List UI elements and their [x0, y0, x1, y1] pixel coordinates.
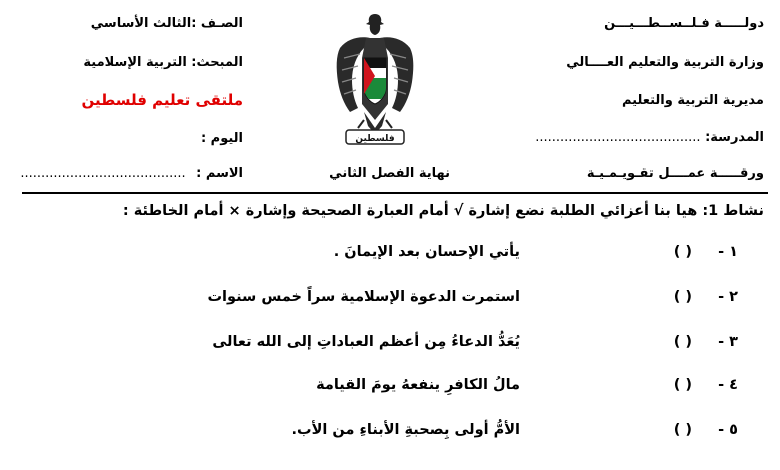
- grade-label: الصـف :الثالث الأساسي: [90, 16, 243, 31]
- question-item: [207, 289, 738, 305]
- answer-box[interactable]: ( ): [673, 244, 692, 260]
- ministry-name: وزارة التربية والتعليم العــــالي: [566, 55, 764, 70]
- emblem-label: فلسطين: [355, 134, 395, 144]
- worksheet-title: ورقـــــة عمــــل تقـويـمـيـة: [586, 166, 764, 181]
- subject-label: المبحث: التربية الإسلامية: [83, 55, 243, 70]
- term-label: نهاية الفصل الثاني: [329, 166, 450, 181]
- question-number: ٤ -: [718, 377, 738, 393]
- question-text: مالُ الكافرِ ينفعهُ يومَ القيامة: [316, 377, 520, 393]
- answer-box[interactable]: ( ): [673, 377, 692, 393]
- question-text: الأمُّ أولى بِصحبةِ الأبناءِ من الأب.: [291, 422, 520, 438]
- name-label: الاسم :: [196, 166, 243, 181]
- question-item: [334, 244, 738, 260]
- school-dots: ........................................: [535, 130, 701, 145]
- question-item: [212, 334, 738, 350]
- name-dots: ........................................: [20, 166, 186, 181]
- header-divider: [22, 192, 768, 194]
- question-item: [292, 422, 739, 438]
- question-text: استمرت الدعوة الإسلامية سراً خمس سنوات: [207, 289, 520, 305]
- school-field: [535, 130, 764, 146]
- question-number: ١ -: [718, 244, 738, 260]
- answer-box[interactable]: ( ): [673, 289, 692, 305]
- answer-box[interactable]: ( ): [673, 422, 692, 438]
- forum-name: ملتقى تعليم فلسطين: [81, 91, 243, 109]
- country-name: دولـــــة فـلــســطـــيـــن: [604, 16, 764, 31]
- directorate-name: مديرية التربية والتعليم: [621, 93, 764, 108]
- question-text: يُعَدُّ الدعاءُ مِن أعظم العباداتِ إلى الله تعالى: [212, 334, 520, 350]
- question-number: ٥ -: [718, 422, 738, 438]
- activity-title: نشاط 1: هيا بنا أعزائي الطلبة نضع إشارة √ أمام العبارة الصحيحة وإشارة × أمام الخاطئة :: [122, 203, 764, 219]
- question-number: ٢ -: [718, 289, 738, 305]
- question-text: يأتي الإحسان بعد الإيمانَ .: [333, 244, 520, 260]
- question-item: [316, 377, 738, 393]
- palestine-eagle-emblem-icon: [330, 8, 420, 158]
- name-field: [20, 166, 243, 182]
- school-label: المدرسة:: [705, 130, 764, 145]
- day-label: اليوم :: [200, 131, 243, 146]
- question-number: ٣ -: [718, 334, 738, 350]
- answer-box[interactable]: ( ): [673, 334, 692, 350]
